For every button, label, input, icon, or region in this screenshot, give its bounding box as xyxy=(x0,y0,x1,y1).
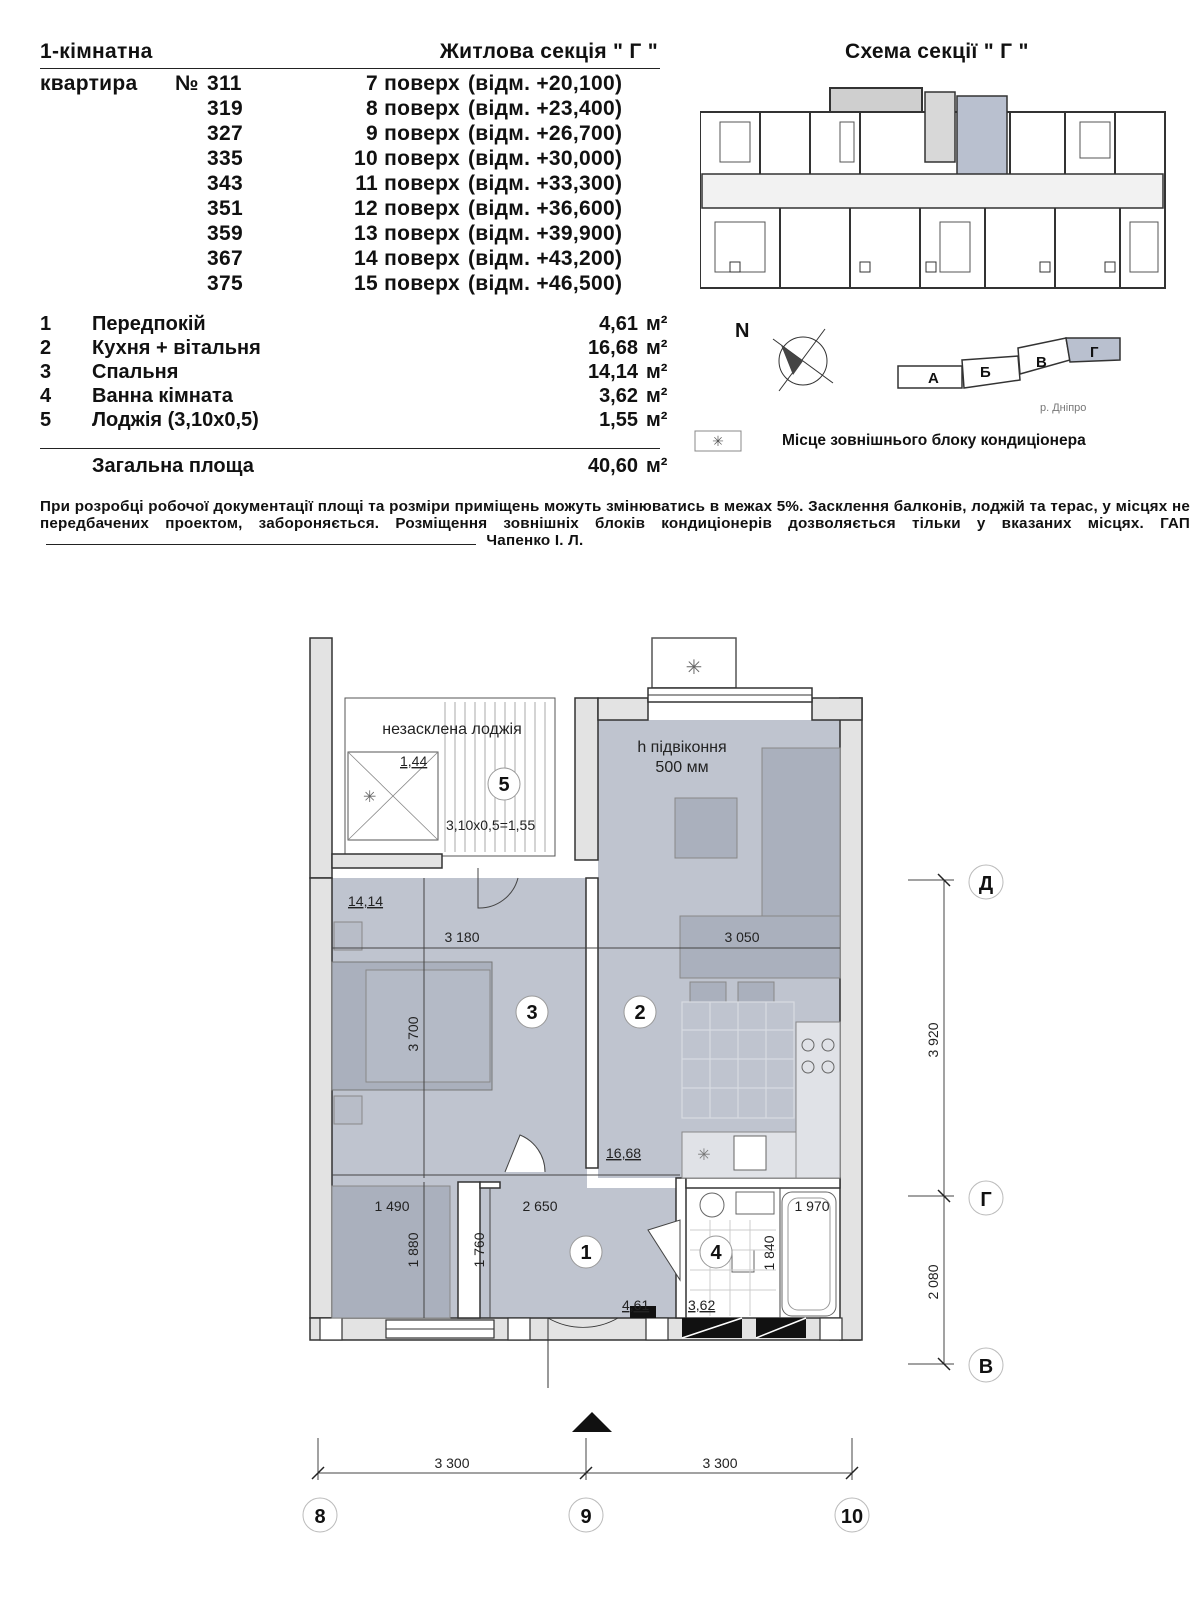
floor-label: 11 поверх xyxy=(355,172,460,195)
highlighted-apartment xyxy=(957,96,1007,186)
room-name: Лоджія (3,10х0,5) xyxy=(92,409,259,431)
floor-elevation: (відм. +33,300) xyxy=(468,172,623,195)
floor-label: 12 поверх xyxy=(354,197,460,220)
sill-height-label: h підвіконня xyxy=(637,739,727,756)
gap-label: ГАП xyxy=(1160,515,1191,532)
total-rule xyxy=(40,448,660,449)
apartment-type: 1-кімнатна xyxy=(40,40,153,63)
room-area-unit: м² xyxy=(646,409,668,431)
ac-legend-text: Місце зовнішнього блоку кондиціонера xyxy=(782,432,1086,449)
room-area: 14,14 xyxy=(587,361,638,383)
signature-line xyxy=(46,544,476,545)
room-row xyxy=(40,409,668,433)
compass-rose-icon xyxy=(765,325,845,395)
signer-name: Чапенко І. Л. xyxy=(486,532,584,549)
apartment-number: 311 xyxy=(207,72,242,95)
number-sign: № xyxy=(175,72,199,95)
dim-bedroom-width: 3 180 xyxy=(444,929,480,945)
dim-hall-w2: 2 650 xyxy=(522,1198,558,1214)
bedroom-area: 14,14 xyxy=(348,893,384,909)
floor-elevation: (відм. +26,700) xyxy=(468,122,623,145)
apartment-number: 375 xyxy=(207,272,243,295)
room-row xyxy=(40,337,668,361)
axis-v-label: В xyxy=(978,1356,994,1378)
dim-bottom-left: 3 300 xyxy=(434,1455,470,1471)
room-area-unit: м² xyxy=(646,361,668,383)
floor-label: 9 поверх xyxy=(366,122,460,145)
apartment-label: квартира xyxy=(40,72,138,95)
dim-hall-h2: 1 760 xyxy=(471,1232,487,1268)
room-name: Ванна кімната xyxy=(92,385,233,407)
floor-elevation: (відм. +39,900) xyxy=(468,222,623,245)
svg-text:✳: ✳ xyxy=(363,787,377,806)
header-rule xyxy=(40,68,660,69)
svg-text:✳: ✳ xyxy=(712,434,724,450)
loggia-dim: 3,10х0,5=1,55 xyxy=(446,817,536,833)
axis-10-label: 10 xyxy=(840,1506,864,1528)
room-number-2: 2 xyxy=(634,1002,646,1024)
floor-elevation: (відм. +30,000) xyxy=(468,147,623,170)
room-row xyxy=(40,313,668,337)
section-label: А xyxy=(928,370,939,387)
ac-unit-legend-icon xyxy=(694,430,742,452)
room-number-1: 1 xyxy=(580,1242,592,1264)
total-label: Загальна площа xyxy=(92,455,254,477)
bath-area: 3,62 xyxy=(688,1297,716,1313)
total-row xyxy=(40,455,668,479)
dim-bedroom-height: 3 700 xyxy=(405,1016,421,1052)
entrance-arrow-icon xyxy=(572,1412,612,1432)
room-area-unit: м² xyxy=(646,313,668,335)
river-label: р. Дніпро xyxy=(1040,402,1087,414)
floor-label: 10 поверх xyxy=(354,147,460,170)
dim-hall-h1: 1 880 xyxy=(405,1232,421,1268)
axis-g-label: Г xyxy=(980,1189,992,1211)
floor-elevation: (відм. +46,500) xyxy=(468,272,623,295)
floor-plan xyxy=(0,590,1200,1550)
sill-height-value: 500 мм xyxy=(655,759,709,776)
dim-bath-height: 1 840 xyxy=(761,1235,777,1271)
room-row xyxy=(40,385,668,409)
floor-elevation: (відм. +43,200) xyxy=(468,247,623,270)
apartment-number: 351 xyxy=(207,197,243,220)
axis-8-label: 8 xyxy=(314,1506,326,1528)
axis-d-label: Д xyxy=(978,873,994,895)
apartment-number: 367 xyxy=(207,247,243,270)
section-title: Житлова секція " Г " xyxy=(439,40,658,63)
dim-right-lower: 2 080 xyxy=(925,1264,941,1300)
floor-label: 14 поверх xyxy=(354,247,460,270)
room-number: 1 xyxy=(40,313,52,335)
apartment-number: 343 xyxy=(207,172,243,195)
floor-label: 7 поверх xyxy=(366,72,460,95)
dim-bottom-right: 3 300 xyxy=(702,1455,738,1471)
apartment-number: 319 xyxy=(207,97,243,120)
hall-area: 4,61 xyxy=(622,1297,650,1313)
dim-bath-width: 1 970 xyxy=(794,1198,830,1214)
room-name: Кухня + вітальня xyxy=(92,337,261,359)
note-text: При розробці робочої документації площі та розміри приміщень можуть змінюватись в межах 5%. Засклення балконів, лоджій та терас, у місцях не передбачених проектом, забороняється. Розміщення зовнішніх блоків кондиціонерів дозволяється тільки у вказаних місцях. xyxy=(40,498,1190,532)
dim-kitchen-width: 3 050 xyxy=(724,929,760,945)
floor-label: 13 поверх xyxy=(354,222,460,245)
room-number-5: 5 xyxy=(498,774,510,796)
room-number-4: 4 xyxy=(710,1242,722,1264)
kitchen-area: 16,68 xyxy=(606,1145,642,1161)
room-area: 16,68 xyxy=(587,337,638,359)
room-number: 4 xyxy=(40,385,52,407)
room-row xyxy=(40,361,668,385)
disclaimer-note xyxy=(40,498,1190,549)
svg-text:✳: ✳ xyxy=(697,1145,711,1164)
dim-hall-w1: 1 490 xyxy=(374,1198,410,1214)
room-area: 3,62 xyxy=(599,385,638,407)
corridor xyxy=(702,174,1163,208)
room-number: 5 xyxy=(40,409,52,431)
total-area: 40,60 xyxy=(587,455,638,477)
room-area-unit: м² xyxy=(646,337,668,359)
section-label: В xyxy=(1036,354,1047,371)
apartment-number: 359 xyxy=(207,222,243,245)
room-area-unit: м² xyxy=(646,385,668,407)
floor-label: 8 поверх xyxy=(366,97,460,120)
room-name: Передпокій xyxy=(92,313,206,335)
apartment-number: 335 xyxy=(207,147,243,170)
floor-label: 15 поверх xyxy=(354,272,460,295)
svg-text:✳: ✳ xyxy=(685,655,703,679)
room-number: 2 xyxy=(40,337,52,359)
room-area: 1,55 xyxy=(599,409,638,431)
compass-north-label: N xyxy=(735,320,750,342)
room-area: 4,61 xyxy=(599,313,638,335)
floor-elevation: (відм. +23,400) xyxy=(468,97,623,120)
room-number-3: 3 xyxy=(526,1002,538,1024)
scheme-title: Схема секції " Г " xyxy=(845,40,1029,63)
room-name: Спальня xyxy=(92,361,179,383)
section-scheme xyxy=(700,82,1170,294)
floor-elevation: (відм. +36,600) xyxy=(468,197,623,220)
section-label: Б xyxy=(980,364,991,381)
axis-9-label: 9 xyxy=(580,1506,592,1528)
floor-elevation: (відм. +20,100) xyxy=(468,72,623,95)
section-label: Г xyxy=(1090,344,1099,361)
room-number: 3 xyxy=(40,361,52,383)
total-unit: м² xyxy=(646,455,668,477)
dim-right-upper: 3 920 xyxy=(925,1022,941,1058)
apartment-number: 327 xyxy=(207,122,243,145)
loggia-label: незасклена лоджія xyxy=(382,721,522,738)
loggia-small-dim: 1,44 xyxy=(400,753,428,769)
